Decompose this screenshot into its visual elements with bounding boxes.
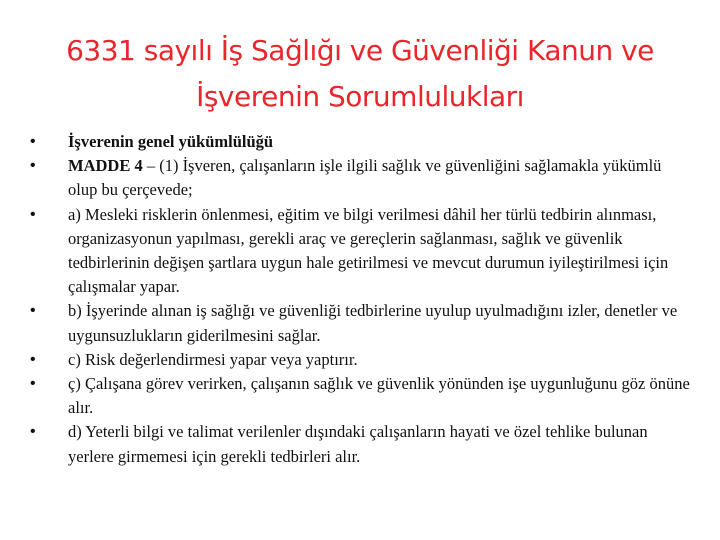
item-bold-text: MADDE 4: [68, 156, 143, 176]
content-bullet-list: [30, 130, 690, 469]
list-item: [30, 130, 690, 154]
list-item: [30, 372, 690, 420]
bullet-icon: •: [30, 423, 36, 441]
list-item: [30, 299, 690, 347]
list-item: [30, 154, 690, 202]
list-item: [30, 348, 690, 372]
bullet-icon: •: [30, 133, 36, 150]
bullet-icon: •: [30, 350, 36, 368]
bullet-icon: •: [30, 375, 36, 393]
list-item: [30, 203, 690, 300]
slide-title: [40, 28, 680, 120]
item-text: ç) Çalışana görev verirken, çalışanın sağlık ve güvenlik yönünden işe uygunluğunu göz önüne alır.: [68, 374, 690, 418]
item-text: d) Yeterli bilgi ve talimat verilenler dışındaki çalışanların hayati ve özel tehlike bulunan yerlere girmemesi için gerekli tedbirleri alır.: [68, 422, 648, 466]
item-bold-text: İşverenin genel yükümlülüğü: [68, 132, 274, 151]
item-text: a) Mesleki risklerin önlenmesi, eğitim ve bilgi verilmesi dâhil her türlü tedbirin alınması, organizasyonun yapılması, gerekli araç ve gereçlerin sağlanması, sağlık ve güvenlik tedbirlerinin değişen şartlara uygun hale getirilmesi ve mevcut durumun iyileştirilmesi için çalışmalar yapar.: [68, 204, 669, 297]
item-text: b) İşyerinde alınan iş sağlığı ve güvenliği tedbirlerine uyulup uyulmadığını izler, denetler ve uygunsuzlukların giderilmesini sağlar.: [68, 301, 678, 345]
item-text: c) Risk değerlendirmesi yapar veya yaptırır.: [68, 349, 358, 369]
bullet-icon: •: [30, 205, 36, 223]
list-item: [30, 420, 690, 468]
item-text: – (1) İşveren, çalışanların işle ilgili sağlık ve güvenliğini sağlamakla yükümlü olup bu çerçevede;: [68, 156, 662, 200]
bullet-icon: •: [30, 157, 36, 175]
bullet-icon: •: [30, 302, 36, 320]
slide-title-line-2: İşverenin Sorumlulukları: [196, 80, 524, 113]
slide-title-line-1: 6331 sayılı İş Sağlığı ve Güvenliği Kanun ve: [66, 34, 654, 67]
